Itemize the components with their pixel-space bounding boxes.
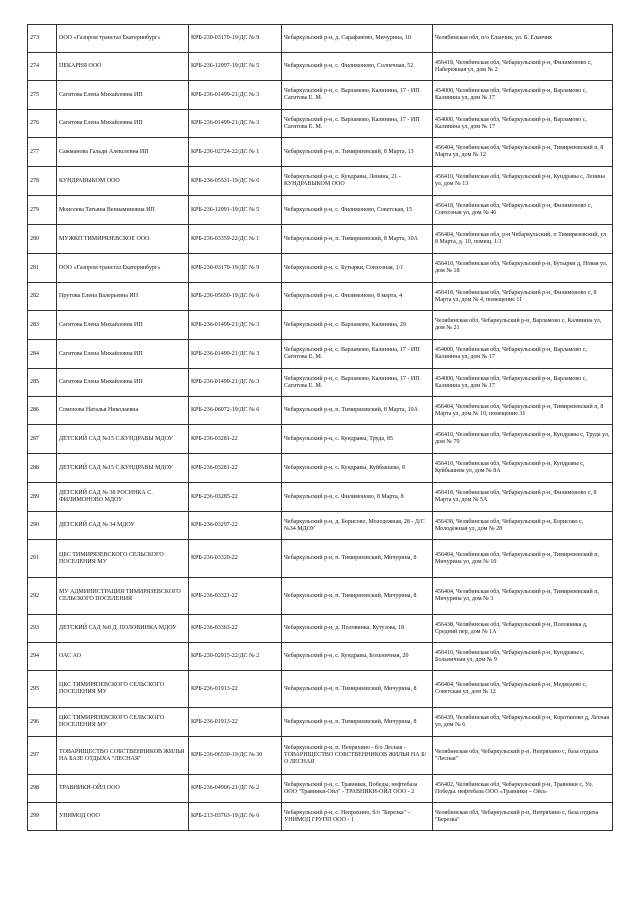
cell-location: Челябинская обл, п/о Еланчик, ул. Б. Еланчик: [433, 25, 613, 53]
cell-location: 456410, Челябинская обл, Чебаркульский р-н, Бутырки д, Новая ул, дом № 18: [433, 254, 613, 283]
table-row: [28, 53, 613, 81]
cell-location: 454000, Челябинская обл, Чебаркульский р-н, Варламово с, Калинина ул, дом № 17: [433, 81, 613, 110]
cell-code: КРБ-230-02915-22/ДС № 2: [189, 643, 282, 671]
cell-code: КРБ-236-03363-22: [189, 615, 282, 643]
cell-num: 289: [28, 483, 57, 512]
table-row: [28, 138, 613, 167]
cell-name: Прутова Елена Валерьевна ИП: [57, 283, 189, 311]
cell-name: ЦКС ТИМИРЯЗЕВСКОГО СЕЛЬСКОГО ПОСЕЛЕНИЯ МУ: [57, 671, 189, 708]
cell-num: 287: [28, 425, 57, 454]
table-row: [28, 643, 613, 671]
table-row: [28, 615, 613, 643]
table-row: [28, 283, 613, 311]
table-row: [28, 369, 613, 397]
table-row: [28, 671, 613, 708]
cell-name: МУ АДМИНИСТРАЦИЯ ТИМИРЯЗЕВСКОГО СЕЛЬСКОГО ПОСЕЛЕНИЯ: [57, 578, 189, 615]
cell-num: 277: [28, 138, 57, 167]
cell-address: Чебаркульский р-н, д. Борисово, Молодежная, 28 - Д/С №34 МДОУ: [282, 512, 433, 540]
cell-code: КРБ-236-05650-19/ДС № 6: [189, 283, 282, 311]
cell-num: 298: [28, 775, 57, 803]
cell-name: ДЕТСКИЙ САД №15 С.КУНДРАВЫ МДОУ: [57, 425, 189, 454]
cell-code: КРБ-236-01499-21/ДС № 3: [189, 311, 282, 340]
cell-address: Чебаркульский р-н, с. Филимоново, Солнечная, 52: [282, 53, 433, 81]
cell-name: ЦКС ТИМИРЯЗЕВСКОГО СЕЛЬСКОГО ПОСЕЛЕНИЯ МУ: [57, 708, 189, 737]
cell-address: Чебаркульский р-н, с. Кундравы, Ленина, 21 - КУНДРАВЫКОМ ООО: [282, 167, 433, 196]
cell-code: КРБ-236-03297-22: [189, 512, 282, 540]
cell-name: ДЕТСКИЙ САД №8 Д. ПОЛОВИНКА МДОУ: [57, 615, 189, 643]
cell-location: 456418, Челябинская обл, Чебаркульский р-н, Филимоново с, Набережная ул, дом № 2: [433, 53, 613, 81]
cell-num: 296: [28, 708, 57, 737]
cell-num: 292: [28, 578, 57, 615]
table-row: [28, 737, 613, 775]
cell-address: Чебаркульский р-н, с. Варламово, Калинина, 17 - ИП Сагитова Е. М.: [282, 369, 433, 397]
cell-address: Чебаркульский р-н, с. Варламово, Калинина, 17 - ИП Сагитова Е. М.: [282, 81, 433, 110]
cell-num: 291: [28, 540, 57, 578]
cell-name: Сагитова Елена Михайловна ИП: [57, 81, 189, 110]
cell-code: КРБ-236-01499-21/ДС № 3: [189, 81, 282, 110]
cell-address: Чебаркульский р-н, с. Кундравы, Куйбышева, 8: [282, 454, 433, 483]
cell-address: Чебаркульский р-н, п. Тимирязевский, Мичурина, 8: [282, 671, 433, 708]
cell-name: Сагитова Елена Михайловна ИП: [57, 369, 189, 397]
cell-code: КРБ-230-03170-19/ДС № 9: [189, 254, 282, 283]
table-row: [28, 803, 613, 831]
cell-location: 456404, Челябинская обл, Чебаркульский р-н, Тимирязевский п, Мичурина ул, дом № 3: [433, 578, 613, 615]
table-row: [28, 254, 613, 283]
cell-code: КРБ-236-01499-21/ДС № 3: [189, 340, 282, 369]
cell-num: 276: [28, 110, 57, 138]
cell-location: Челябинская обл, Чебаркульский р-н, Непряхино с, база отдыха "Лесная": [433, 737, 613, 775]
cell-address: Чебаркульский р-н, п. Тимирязевский, Мичурина, 8: [282, 578, 433, 615]
cell-code: КРБ-236-04906-21/ДС № 2: [189, 775, 282, 803]
cell-num: 286: [28, 397, 57, 425]
table-row: [28, 775, 613, 803]
cell-num: 294: [28, 643, 57, 671]
cell-location: 456418, Челябинская обл, Чебаркульский р-н, Филимоново с, Совхозная ул, дом № 46: [433, 196, 613, 225]
cell-code: КРБ-236-03281-22: [189, 454, 282, 483]
cell-location: 456404, Челябинская обл, Чебаркульский р-н, Тимирязевский п, Мичурина ул, дом № 10: [433, 540, 613, 578]
cell-name: ДЕТСКИЙ САД № 34 МДОУ: [57, 512, 189, 540]
cell-location: 456410, Челябинская обл, Чебаркульский р-н, Кундравы с, Куйбышева ул, дом № 8А: [433, 454, 613, 483]
registry-table: [27, 24, 613, 831]
cell-location: 456439, Челябинская обл, Чебаркульский р-н, Коротаново д, Лесная ул, дом № 6: [433, 708, 613, 737]
cell-address: Чебаркульский р-н, с. Филимоново, 8 марта, 4: [282, 283, 433, 311]
cell-num: 280: [28, 225, 57, 254]
cell-location: 454000, Челябинская обл, Чебаркульский р-н, Варламово с, Калинина ул, дом № 17: [433, 110, 613, 138]
cell-num: 299: [28, 803, 57, 831]
cell-location: 456404, Челябинская обл, Чебаркульский р-н, Тимирязевский п, 8 Марта ул, дом № 10, помещение 31: [433, 397, 613, 425]
cell-num: 283: [28, 311, 57, 340]
cell-code: КРБ-236-05531-19/ДС № 6: [189, 167, 282, 196]
table-row: [28, 110, 613, 138]
table-row: [28, 397, 613, 425]
cell-address: Чебаркульский р-н, с. Филимоново, Советская, 15: [282, 196, 433, 225]
cell-location: 456438, Челябинская обл, Чебаркульский р-н, Борисово с, Молодежная ул, дом № 28: [433, 512, 613, 540]
cell-num: 288: [28, 454, 57, 483]
cell-code: КРБ-230-03170-19/ДС № 9: [189, 25, 282, 53]
cell-num: 295: [28, 671, 57, 708]
table-row: [28, 196, 613, 225]
cell-code: КРБ-236-03321-22: [189, 578, 282, 615]
cell-num: 274: [28, 53, 57, 81]
cell-address: Чебаркульский р-н, с. Варламово, Калинина, 17 - ИП Сагитова Е. М.: [282, 110, 433, 138]
cell-code: КРБ-236-03285-22: [189, 483, 282, 512]
table-row: [28, 540, 613, 578]
cell-name: Сомонова Наталья Николаевна: [57, 397, 189, 425]
cell-name: УНИМОД ООО: [57, 803, 189, 831]
cell-code: КРБ-236-03320-22: [189, 540, 282, 578]
cell-code: КРБ-213-03763-19/ДС № 6: [189, 803, 282, 831]
cell-name: ЦБС ТИМИРЯЗЕВСКОГО СЕЛЬСКОГО ПОСЕЛЕНИЯ МУ: [57, 540, 189, 578]
cell-num: 273: [28, 25, 57, 53]
table-row: [28, 225, 613, 254]
cell-location: 456410, Челябинская обл, Чебаркульский р-н, Кундравы с, Ленина ул, дом № 13: [433, 167, 613, 196]
table-row: [28, 708, 613, 737]
cell-name: Сагитова Елена Михайловна ИП: [57, 340, 189, 369]
cell-num: 290: [28, 512, 57, 540]
table-row: [28, 454, 613, 483]
cell-name: ДЕТСКИЙ САД № 38 РОСИНКА С. ФИЛИМОНОВО МДОУ: [57, 483, 189, 512]
cell-code: КРБ-236-01913-22: [189, 671, 282, 708]
cell-code: КРБ-236-01913-22: [189, 708, 282, 737]
cell-name: Сагитова Елена Михайловна ИП: [57, 311, 189, 340]
cell-address: Чебаркульский р-н, п. Тимирязевский, Мичурина, 8: [282, 708, 433, 737]
cell-name: Сагитова Елена Михайловна ИП: [57, 110, 189, 138]
cell-address: Чебаркульский р-н, с. Филимоново, 8 Марта, 8: [282, 483, 433, 512]
cell-address: Чебаркульский р-н, с. Непряхино, б/о "Березка" - УНИМОД ГРУПП ООО - 1: [282, 803, 433, 831]
cell-address: Чебаркульский р-н, с. Травники, Победы, нефтебаза ООО "Травники-Ойл" - ТРАВНИКИ-ОЙЛ ООО - 2: [282, 775, 433, 803]
cell-num: 297: [28, 737, 57, 775]
cell-location: Челябинская обл, Чебаркульский р-н, Варламово с, Калинина ул, дом № 21: [433, 311, 613, 340]
cell-location: 454000, Челябинская обл, Чебаркульский р-н, Варламово с, Калинина ул, дом № 17: [433, 340, 613, 369]
cell-location: 456402, Челябинская обл, Чебаркульский р-н, Травники с, Ул. Победы. нефтебаза ООО «Травники – Ойл»: [433, 775, 613, 803]
cell-address: Чебаркульский р-н, с. Варламово, Калинина, 29: [282, 311, 433, 340]
registry-table-body: [28, 25, 613, 831]
cell-name: Моисеева Татьяна Вениаминовна ИП: [57, 196, 189, 225]
table-row: [28, 483, 613, 512]
table-row: [28, 340, 613, 369]
cell-address: Чебаркульский р-н, с. Кундравы, Больничная, 20: [282, 643, 433, 671]
cell-name: ОАС АО: [57, 643, 189, 671]
cell-code: КРБ-236-03359-22/ДС № 1: [189, 225, 282, 254]
cell-num: 284: [28, 340, 57, 369]
table-row: [28, 81, 613, 110]
table-row: [28, 25, 613, 53]
cell-code: КРБ-236-06530-19/ДС № 30: [189, 737, 282, 775]
cell-address: Чебаркульский р-н, с. Бутырки, Совхозная, 1/1: [282, 254, 433, 283]
cell-address: Чебаркульский р-н, п. Тимирязевский, 8 Марта, 13: [282, 138, 433, 167]
cell-location: 456418, Челябинская обл, Чебаркульский р-н, Филимоново с, 8 Марта ул, дом № 5А: [433, 483, 613, 512]
cell-location: 456404, Челябинская обл, Чебаркульский р-н, Тимирязевский п, 8 Марта ул, дом № 12: [433, 138, 613, 167]
cell-name: ТРАВНИКИ-ОЙЛ ООО: [57, 775, 189, 803]
cell-address: Чебаркульский р-н, д. Сарафаново, Мичурина, 10: [282, 25, 433, 53]
cell-location: 456418, Челябинская обл, Чебаркульский р-н, Филимоново с, 8 Марта ул, дом № 4, помещение 11: [433, 283, 613, 311]
table-row: [28, 311, 613, 340]
cell-address: Чебаркульский р-н, п. Непряхино - б/о Лесная - ТОВАРИЩЕСТВО СОБСТВЕННИКОВ ЖИЛЬЯ НА Б/О ЛЕСНАЯ: [282, 737, 433, 775]
cell-location: 456404, Челябинская обл, р-н Чебаркульский, п Тимирязевский, ул 8 Марта, д. 10, помещ. 1/1: [433, 225, 613, 254]
cell-address: Чебаркульский р-н, д. Половинка, Кутузова, 18: [282, 615, 433, 643]
cell-name: ООО «Газпром трансгаз Екатеринбург»: [57, 254, 189, 283]
cell-num: 285: [28, 369, 57, 397]
cell-address: Чебаркульский р-н, с. Кундравы, Труда, 85: [282, 425, 433, 454]
cell-location: 456404, Челябинская обл, Чебаркульский р-н, Медведево с, Советская ул, дом № 12: [433, 671, 613, 708]
cell-num: 281: [28, 254, 57, 283]
cell-name: ООО «Газпром трансгаз Екатеринбург»: [57, 25, 189, 53]
cell-address: Чебаркульский р-н, п. Тимирязевский, 8 Марта, 10А: [282, 225, 433, 254]
cell-code: КРБ-236-01499-21/ДС № 3: [189, 110, 282, 138]
cell-location: 456410, Челябинская обл, Чебаркульский р-н, Кундравы с, Больничная ул, дом № 9: [433, 643, 613, 671]
table-row: [28, 425, 613, 454]
cell-code: КРБ-236-01499-21/ДС № 3: [189, 369, 282, 397]
cell-code: КРБ-236-06072-19/ДС № 6: [189, 397, 282, 425]
cell-num: 293: [28, 615, 57, 643]
cell-address: Чебаркульский р-н, п. Тимирязевский, 8 Марта, 10А: [282, 397, 433, 425]
cell-num: 275: [28, 81, 57, 110]
cell-name: Сажманова Гальди Алексеевна ИП: [57, 138, 189, 167]
cell-location: 456438, Челябинская обл, Чебаркульский р-н, Половинка д, Средний пер, дом № 1А: [433, 615, 613, 643]
cell-location: 456410, Челябинская обл, Чебаркульский р-н, Кундравы с, Труда ул, дом № 79: [433, 425, 613, 454]
table-row: [28, 512, 613, 540]
cell-code: КРБ-236-02724-22/ДС № 1: [189, 138, 282, 167]
cell-name: МУЖКП ТИМИРЯЗЕВСКОЕ ООО: [57, 225, 189, 254]
cell-name: ДЕТСКИЙ САД №15 С.КУНДРАВЫ МДОУ: [57, 454, 189, 483]
table-row: [28, 167, 613, 196]
cell-address: Чебаркульский р-н, п. Тимирязевский, Мичурина, 8: [282, 540, 433, 578]
cell-location: Челябинская обл, Чебаркульский р-н, Непряхино с, база отдыха "Березка": [433, 803, 613, 831]
cell-num: 282: [28, 283, 57, 311]
cell-name: КУНДРАВЫКОМ ООО: [57, 167, 189, 196]
cell-address: Чебаркульский р-н, с. Варламово, Калинина, 17 - ИП Сагитова Е. М.: [282, 340, 433, 369]
cell-name: ПЕКАРНЯ ООО: [57, 53, 189, 81]
cell-code: КРБ-236-03281-22: [189, 425, 282, 454]
table-row: [28, 578, 613, 615]
cell-code: КРБ-236-12097-19/ДС № 5: [189, 53, 282, 81]
cell-num: 278: [28, 167, 57, 196]
cell-code: КРБ-236-12091-19/ДС № 5: [189, 196, 282, 225]
cell-num: 279: [28, 196, 57, 225]
cell-location: 454000, Челябинская обл, Чебаркульский р-н, Варламово с, Калинина ул, дом № 17: [433, 369, 613, 397]
cell-name: ТОВАРИЩЕСТВО СОБСТВЕННИКОВ ЖИЛЬЯ НА БАЗЕ ОТДЫХА "ЛЕСНАЯ": [57, 737, 189, 775]
